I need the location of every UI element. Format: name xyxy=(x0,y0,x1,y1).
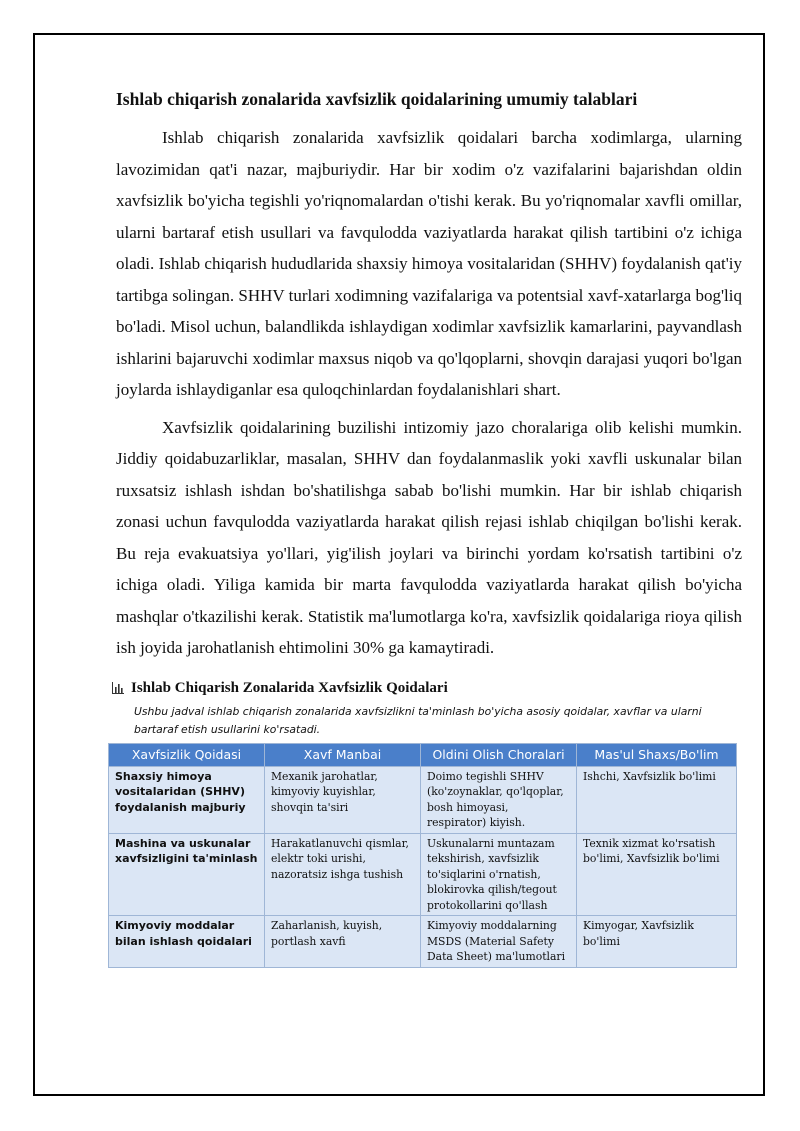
table-cell: Mashina va uskunalar xavfsizligini ta'minlash xyxy=(109,833,265,916)
column-header: Xavfsizlik Qoidasi xyxy=(109,743,265,766)
table-cell: Shaxsiy himoya vositalaridan (SHHV) foydalanish majburiy xyxy=(109,766,265,833)
table-row xyxy=(109,833,737,916)
table-caption-text: Ishlab Chiqarish Zonalarida Xavfsizlik Qoidalari xyxy=(131,679,448,696)
table-cell: Kimyoviy moddalar bilan ishlash qoidalari xyxy=(109,916,265,968)
table-header-row xyxy=(109,743,737,766)
column-header: Oldini Olish Choralari xyxy=(421,743,577,766)
paragraph-2: Xavfsizlik qoidalarining buzilishi intizomiy jazo choralariga olib kelishi mumkin. Jiddiy qoidabuzarliklar, masalan, SHHV dan foydalanmaslik yoki xavfli uskunalar bilan ruxsatsiz ishlash ishdan bo'shatilishga sabab bo'lishi mumkin. Har bir ishlab chiqarish zonasi uchun favqulodda vaziyatlarda harakat qilish rejasi ishlab chiqilgan bo'lishi kerak. Bu reja evakuatsiya yo'llari, yig'ilish joylari va birinchi yordam ko'rsatish tartibini o'z ichiga oladi. Yiliga kamida bir marta favqulodda vaziyatlarda harakat qilish bo'yicha mashqlar o'tkazilishi kerak. Statistik ma'lumotlarga ko'ra, xavfsizlik qoidalariga rioya qilish ish joyida jarohatlanish ehtimolini 30% ga kamaytiradi. xyxy=(116,417,742,657)
safety-rules-table xyxy=(108,743,737,968)
table-cell: Doimo tegishli SHHV (ko'zoynaklar, qo'lqoplar, bosh himoyasi, respirator) kiyish. xyxy=(421,766,577,833)
table-cell: Mexanik jarohatlar, kimyoviy kuyishlar, shovqin ta'siri xyxy=(265,766,421,833)
table-cell: Texnik xizmat ko'rsatish bo'limi, Xavfsizlik bo'limi xyxy=(577,833,737,916)
column-header: Mas'ul Shaxs/Bo'lim xyxy=(577,743,737,766)
document-title: Ishlab chiqarish zonalarida xavfsizlik qoidalarining umumiy talablari xyxy=(116,89,638,109)
paragraph-1: Ishlab chiqarish zonalarida xavfsizlik qoidalari barcha xodimlarga, ularning lavozimidan qat'i nazar, majburiydir. Har bir xodim o'z vazifalarini bajarishdan oldin xavfsizlik bo'yicha tegishli yo'riqnomalardan o'tishi kerak. Bu yo'riqnomalar xavfli omillar, ularni bartaraf etish usullari va favqulodda vaziyatlarda harakat qilish tartibini o'z ichiga oladi. Ishlab chiqarish hududlarida shaxsiy himoya vositalaridan (SHHV) foydalanish qat'iy tartibga solingan. SHHV turlari xodimning vazifalariga va potentsial xavf-xatarlarga bog'liq bo'ladi. Misol uchun, balandlikda ishlaydigan xodimlar xavfsizlik kamarlarini, payvandlash ishlarini bajaruvchi xodimlar maxsus niqob va qo'lqoplarni, shovqin darajasi yuqori bo'lgan joylarda ishlaydiganlar esa quloqchinlardan foydalanishlari shart. xyxy=(116,128,742,399)
table-caption xyxy=(112,678,742,698)
table-cell: Kimyoviy moddalarning MSDS (Material Safety Data Sheet) ma'lumotlari xyxy=(421,916,577,968)
table-row xyxy=(109,916,737,968)
table-description: Ushbu jadval ishlab chiqarish zonalarida xavfsizlikni ta'minlash bo'yicha asosiy qoidalar, xavflar va ularni bartaraf etish usullarini ko'rsatadi. xyxy=(134,704,702,736)
bar-chart-icon xyxy=(112,682,124,694)
column-header: Xavf Manbai xyxy=(265,743,421,766)
table-cell: Zaharlanish, kuyish, portlash xavfi xyxy=(265,916,421,968)
table-cell: Uskunalarni muntazam tekshirish, xavfsizlik to'siqlarini o'rnatish, blokirovka qilish/tegout protokollarini qo'llash xyxy=(421,833,577,916)
table-cell: Harakatlanuvchi qismlar, elektr toki urishi, nazoratsiz ishga tushish xyxy=(265,833,421,916)
document-body xyxy=(116,86,742,968)
table-cell: Kimyogar, Xavfsizlik bo'limi xyxy=(577,916,737,968)
table-row xyxy=(109,766,737,833)
table-cell: Ishchi, Xavfsizlik bo'limi xyxy=(577,766,737,833)
